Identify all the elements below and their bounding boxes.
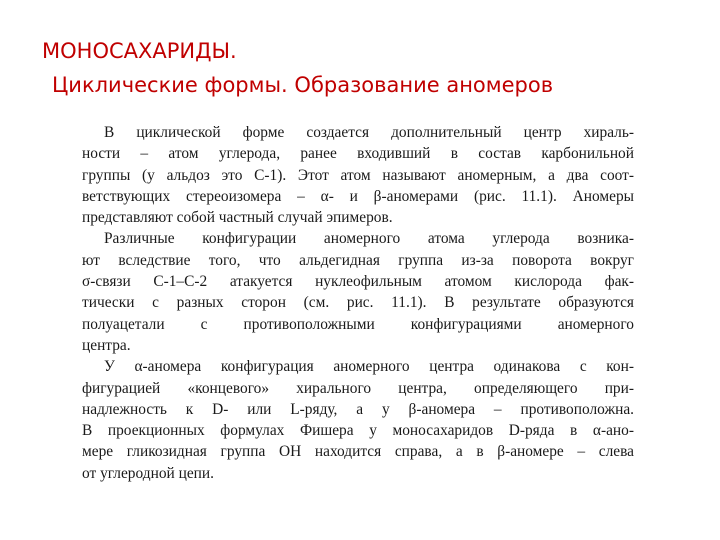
text-line: У α-аномера конфигурация аномерного центра одинакова с кон- bbox=[104, 358, 634, 376]
slide-title bbox=[42, 34, 553, 102]
text-line: центра. bbox=[82, 336, 131, 354]
slide-title-line-1: МОНОСАХАРИДЫ. bbox=[42, 39, 237, 63]
text-line: В проекционных формулах Фишера у моносахаридов D-ряда в α-ано- bbox=[82, 422, 634, 440]
text-line: надлежность к D- или L-ряду, а у β-аномера – противоположна. bbox=[82, 400, 634, 418]
text-line: ветствующих стереоизомера – α- и β-аномерами (рис. 11.1). Аномеры bbox=[82, 187, 634, 205]
text-line: представляют собой частный случай эпимеров. bbox=[82, 209, 393, 227]
text-line: Различные конфигурации аномерного атома углерода возника- bbox=[104, 230, 634, 248]
text-line: В циклической форме создается дополнительный центр хираль- bbox=[104, 124, 634, 141]
text-line: ют вследствие того, что альдегидная группа из-за поворота вокруг bbox=[82, 251, 634, 269]
text-line: ности – атом углерода, ранее входивший в состав карбонильной bbox=[82, 145, 634, 163]
text-line: σ-связи С-1–С-2 атакуется нуклеофильным атомом кислорода фак- bbox=[82, 273, 634, 291]
text-line: полуацетали с противоположными конфигурациями аномерного bbox=[82, 315, 634, 333]
text-line: фигурацией «концевого» хирального центра, определяющего при- bbox=[82, 379, 634, 397]
slide-title-line-2: Циклические формы. Образование аномеров bbox=[52, 73, 554, 97]
text-line: мере гликозидная группа ОН находится справа, а в β-аномере – слева bbox=[82, 443, 634, 461]
text-line: от углеродной цепи. bbox=[82, 464, 214, 482]
scanned-text-block bbox=[82, 122, 634, 484]
text-line: тически с разных сторон (см. рис. 11.1). В результате образуются bbox=[82, 294, 634, 312]
text-line: группы (у альдоз это С-1). Этот атом называют аномерным, а два соот- bbox=[82, 166, 634, 184]
